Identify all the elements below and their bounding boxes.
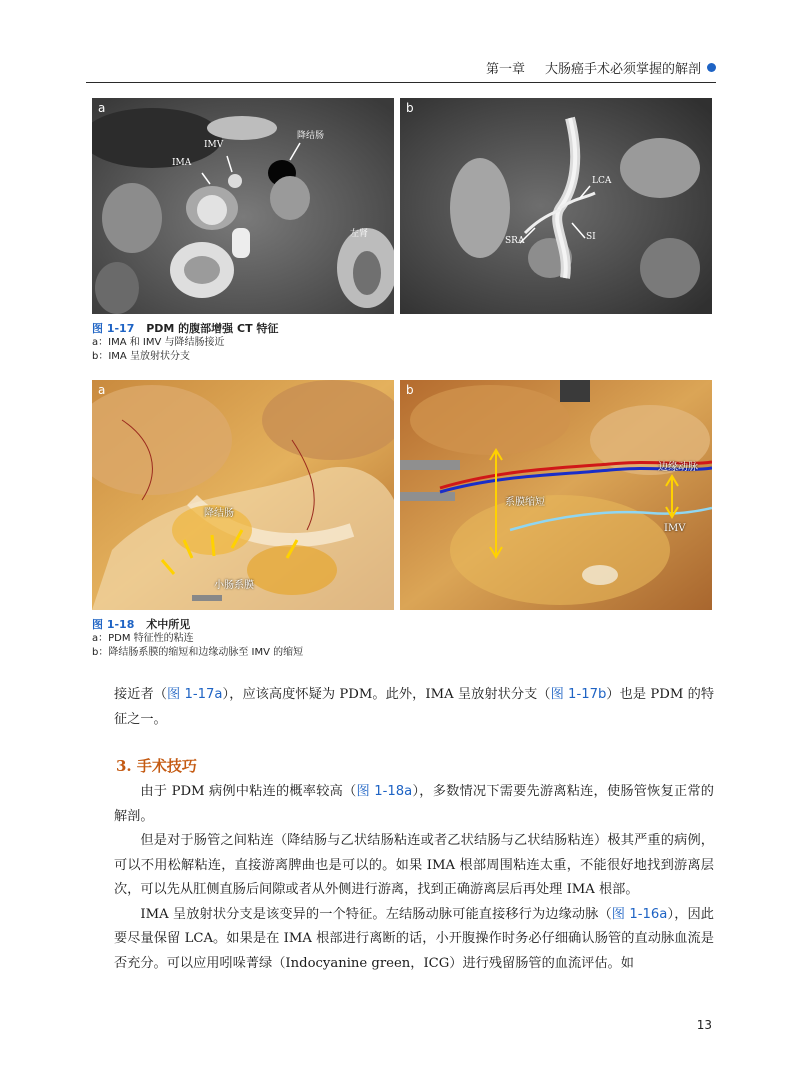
panel-letter-b: b [406,383,414,397]
surgery-photo-b-graphic [400,380,712,610]
text-run: ），因此要尽量保留 LCA。如果是在 IMA 根部进行离断的话，小开腹操作时务必仔细确认肠管的直动脉血流是否充分。可以应用吲哚菁绿（Indocyanine green，ICG）进行残留肠管的血流评估。如 [114,906,714,971]
chapter-dot-icon [707,63,716,72]
label-marginal-artery: 边缘动脉 [658,462,698,473]
figure-title: 术中所见 [146,618,191,631]
label-imv: IMV [204,140,224,150]
text-run: 由于 PDM 病例中粘连的概率较高（ [140,784,357,799]
panel-letter-b: b [406,101,414,115]
label-descending-colon: 降结肠 [297,131,325,141]
figure-1-18 [92,380,712,610]
text-run: IMA 呈放射状分支是该变异的一个特征。左结肠动脉可能直接移行为边缘动脉（ [140,906,612,922]
caption-figure-1-17 [92,320,278,364]
ct-image-b [400,98,712,314]
chapter-number: 第一章 [485,62,525,77]
page-number: 13 [696,1018,712,1032]
figure-link[interactable]: 图 1-17a [166,687,223,702]
text-run: 接近者（ [114,687,167,702]
paragraph-2 [114,780,714,829]
header-rule [86,82,716,83]
caption-line-b: b：降结肠系膜的缩短和边缘动脉至 IMV 的缩短 [92,647,304,658]
label-left-kidney: 左肾 [350,229,369,239]
caption-line-b: b：IMA 呈放射状分支 [92,351,190,362]
text-run: ）也是 PDM 的特征之一。 [114,687,715,727]
label-ima: IMA [172,158,192,168]
surgery-photo-a [92,380,394,610]
text-run: ），多数情况下需要先游离粘连，使肠管恢复正常的解剖。 [114,784,714,824]
figure-title: PDM 的腹部增强 CT 特征 [146,322,279,335]
panel-letter-a: a [98,101,106,115]
label-si: SI [586,232,596,242]
figure-link[interactable]: 图 1-18a [356,784,413,799]
figure-link[interactable]: 图 1-16a [611,906,668,922]
chapter-title: 大肠癌手术必须掌握的解剖 [544,62,701,77]
paragraph-4 [114,903,714,977]
figure-number: 图 1-17 [92,322,135,335]
label-small-mesentery: 小肠系膜 [214,580,254,591]
panel-letter-a: a [98,383,106,397]
chapter-header [486,58,716,77]
text-run: ），应该高度怀疑为 PDM。此外，IMA 呈放射状分支（ [222,687,551,702]
ct-scan-b-graphic [400,98,712,314]
paragraph-1 [114,683,714,732]
figure-number: 图 1-18 [92,618,135,631]
body-section-3 [114,780,714,976]
label-imv: IMV [664,523,686,534]
caption-line-a: a：PDM 特征性的粘连 [92,633,194,644]
caption-title [92,616,303,632]
caption-title [92,320,278,336]
section-heading: 3. 手术技巧 [116,757,197,775]
label-sra: SRA [505,236,525,246]
figure-link[interactable]: 图 1-17b [550,687,607,702]
label-mesentery-shortened: 系膜缩短 [505,497,545,508]
caption-line-a: a：IMA 和 IMV 与降结肠接近 [92,337,225,348]
label-lca: LCA [592,176,612,186]
ct-image-a [92,98,394,314]
surgery-photo-b [400,380,712,610]
figure-1-17 [92,98,712,314]
label-descending-colon: 降结肠 [204,508,234,519]
caption-figure-1-18 [92,616,303,660]
ct-scan-a-graphic [92,98,394,314]
paragraph-3: 但是对于肠管之间粘连（降结肠与乙状结肠粘连或者乙状结肠与乙状结肠粘连）极其严重的病例，可以不用松解粘连，直接游离脾曲也是可以的。如果 IMA 根部周围粘连太重，不能很好地找到游离层次，可以先从肛侧直肠后间隙或者从外侧进行游离，找到正确游离层后再处理 IMA 根部。 [114,833,714,897]
